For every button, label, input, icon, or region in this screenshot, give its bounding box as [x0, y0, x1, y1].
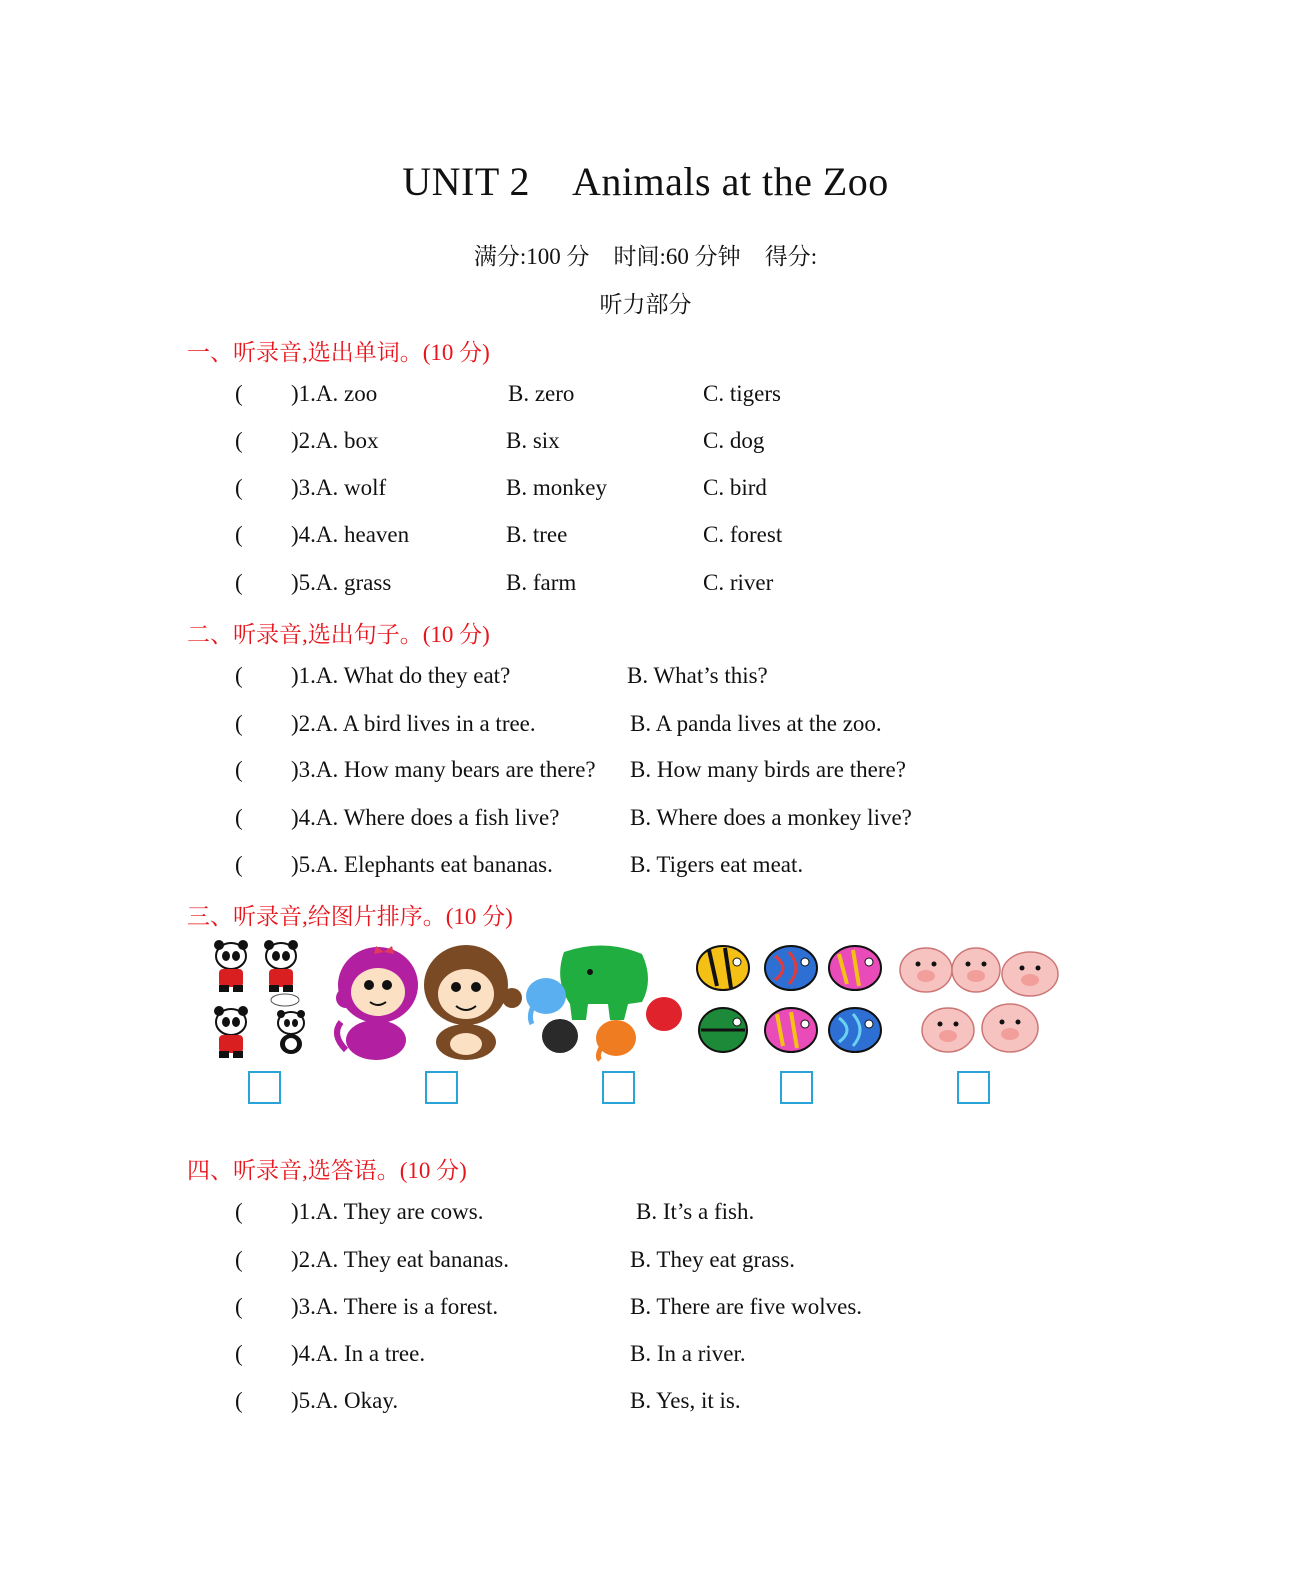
elephants-icon	[524, 940, 684, 1062]
s1-q5-option-a: )5.A. grass	[291, 570, 392, 595]
unit-number: UNIT 2	[402, 159, 531, 204]
s2-q2-option-a: )2.A. A bird lives in a tree.	[291, 711, 536, 736]
answer-paren: (	[235, 1247, 243, 1272]
s1-q5-option-c: C. river	[703, 570, 774, 595]
answer-paren: (	[235, 381, 243, 406]
section-4-heading: 四、听录音,选答语。(10 分)	[187, 1158, 467, 1183]
s1-q3-option-c: C. bird	[703, 475, 767, 500]
score-label: 得分:	[764, 244, 818, 269]
answer-paren: (	[235, 852, 243, 877]
s4-q2-option-b: B. They eat grass.	[630, 1247, 796, 1272]
s2-q4-option-a: )4.A. Where does a fish live?	[291, 805, 560, 830]
order-box-1[interactable]	[248, 1071, 281, 1104]
answer-paren: (	[235, 570, 243, 595]
answer-paren: (	[235, 757, 243, 782]
s1-q4-option-b: B. tree	[506, 522, 568, 547]
s1-q2-option-c: C. dog	[703, 428, 765, 453]
s1-q2-option-a: )2.A. box	[291, 428, 379, 453]
s1-q4-option-a: )4.A. heaven	[291, 522, 410, 547]
s1-q3-option-b: B. monkey	[506, 475, 607, 500]
s1-q2-option-b: B. six	[506, 428, 560, 453]
section-1-heading: 一、听录音,选出单词。(10 分)	[187, 340, 490, 365]
answer-paren: (	[235, 475, 243, 500]
answer-paren: (	[235, 428, 243, 453]
s1-q1-option-c: C. tigers	[703, 381, 781, 406]
s2-q4-option-b: B. Where does a monkey live?	[630, 805, 912, 830]
answer-paren: (	[235, 663, 243, 688]
s1-q4-option-c: C. forest	[703, 522, 783, 547]
section-3-heading: 三、听录音,给图片排序。(10 分)	[187, 904, 513, 929]
s2-q1-option-b: B. What’s this?	[627, 663, 768, 688]
order-box-2[interactable]	[425, 1071, 458, 1104]
s2-q3-option-b: B. How many birds are there?	[630, 757, 906, 782]
answer-paren: (	[235, 805, 243, 830]
s1-q1-option-a: )1.A. zoo	[291, 381, 378, 406]
answer-paren: (	[235, 1388, 243, 1413]
order-box-5[interactable]	[957, 1071, 990, 1104]
section-2-heading: 二、听录音,选出句子。(10 分)	[187, 622, 490, 647]
s4-q4-option-a: )4.A. In a tree.	[291, 1341, 426, 1366]
part-title: 听力部分	[599, 292, 692, 317]
s1-q3-option-a: )3.A. wolf	[291, 475, 387, 500]
s4-q2-option-a: )2.A. They eat bananas.	[291, 1247, 509, 1272]
order-box-3[interactable]	[602, 1071, 635, 1104]
s4-q3-option-b: B. There are five wolves.	[630, 1294, 863, 1319]
s2-q1-option-a: )1.A. What do they eat?	[291, 663, 511, 688]
answer-paren: (	[235, 1341, 243, 1366]
s4-q1-option-a: )1.A. They are cows.	[291, 1199, 484, 1224]
pigs-icon	[894, 940, 1064, 1062]
answer-paren: (	[235, 1294, 243, 1319]
s4-q1-option-b: B. It’s a fish.	[636, 1199, 755, 1224]
s2-q2-option-b: B. A panda lives at the zoo.	[630, 711, 882, 736]
pandas-icon	[205, 940, 323, 1062]
s4-q5-option-b: B. Yes, it is.	[630, 1388, 741, 1413]
s4-q4-option-b: B. In a river.	[630, 1341, 746, 1366]
order-box-4[interactable]	[780, 1071, 813, 1104]
s2-q5-option-b: B. Tigers eat meat.	[630, 852, 804, 877]
answer-paren: (	[235, 1199, 243, 1224]
s2-q5-option-a: )5.A. Elephants eat bananas.	[291, 852, 553, 877]
s4-q5-option-a: )5.A. Okay.	[291, 1388, 399, 1413]
s4-q3-option-a: )3.A. There is a forest.	[291, 1294, 499, 1319]
full-score: 满分:100 分	[473, 244, 590, 269]
s1-q5-option-b: B. farm	[506, 570, 577, 595]
fish-icon	[687, 940, 887, 1062]
monkeys-icon	[326, 940, 522, 1062]
unit-name: Animals at the Zoo	[572, 159, 889, 204]
exam-meta	[0, 238, 1291, 271]
page-title	[0, 158, 1291, 205]
s2-q3-option-a: )3.A. How many bears are there?	[291, 757, 596, 782]
answer-paren: (	[235, 522, 243, 547]
answer-paren: (	[235, 711, 243, 736]
time-limit: 时间:60 分钟	[613, 244, 741, 269]
s1-q1-option-b: B. zero	[508, 381, 575, 406]
